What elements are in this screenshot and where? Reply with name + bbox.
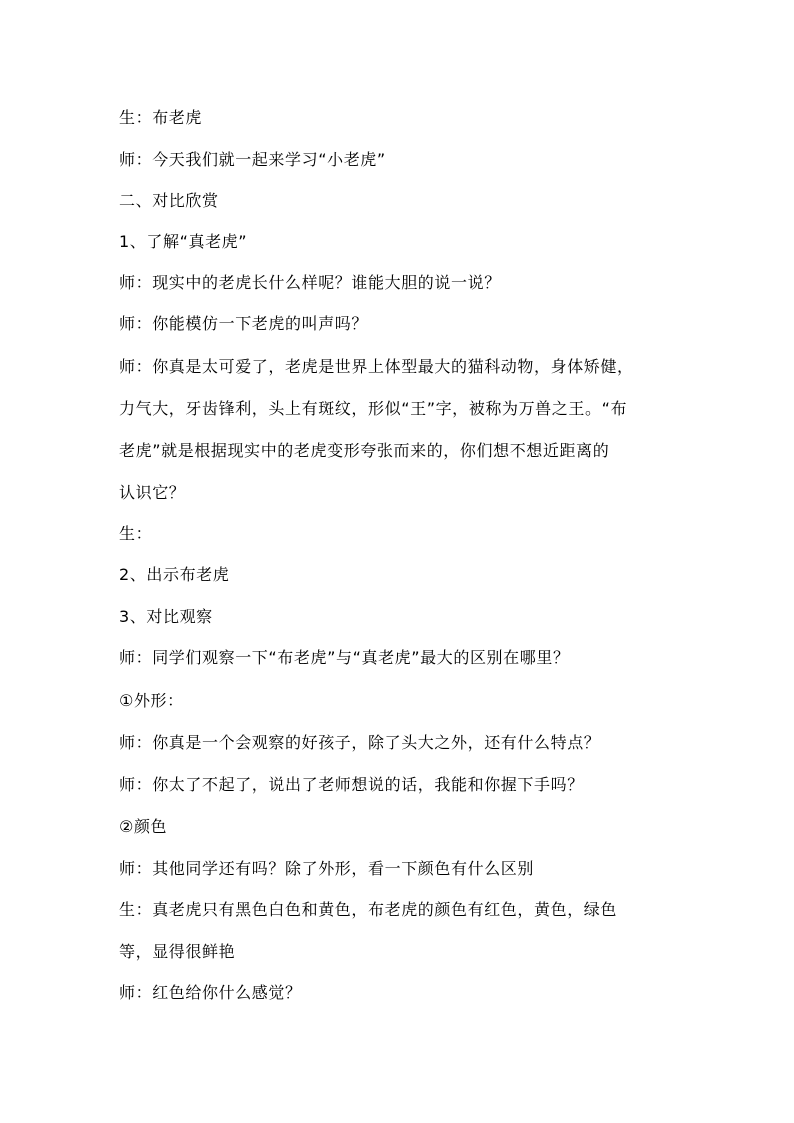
paragraph-line: 老虎”就是根据现实中的老虎变形夸张而来的，你们想不想近距离的 <box>119 441 610 460</box>
paragraph-line: 力气大，牙齿锋利，头上有斑纹，形似“王”字，被称为万兽之王。“布 <box>119 399 628 418</box>
paragraph-line: 认识它？ <box>119 483 186 502</box>
section-heading: 二、对比欣赏 <box>119 191 219 210</box>
text-line: 师：你太了不起了，说出了老师想说的话，我能和你握下手吗？ <box>119 775 584 794</box>
subsection-heading: 2、出示布老虎 <box>119 565 230 584</box>
paragraph-line: 生：真老虎只有黑色白色和黄色，布老虎的颜色有红色，黄色，绿色 <box>119 900 618 919</box>
paragraph-line: 等，显得很鲜艳 <box>119 942 236 961</box>
text-line: 师：同学们观察一下“布老虎”与“真老虎”最大的区别在哪里？ <box>119 648 570 667</box>
text-line: 师：你能模仿一下老虎的叫声吗？ <box>119 314 369 333</box>
subsection-heading: 3、对比观察 <box>119 607 213 626</box>
text-line: 师：你真是一个会观察的好孩子，除了头大之外，还有什么特点？ <box>119 733 601 752</box>
text-line: 生：布老虎 <box>119 108 203 127</box>
text-line: 师：现实中的老虎长什么样呢？谁能大胆的说一说？ <box>119 273 501 292</box>
list-heading: ①外形： <box>119 691 184 710</box>
text-line: 生： <box>119 524 153 543</box>
text-line: 师：今天我们就一起来学习“小老虎” <box>119 150 386 169</box>
text-line: 师：红色给你什么感觉？ <box>119 983 302 1002</box>
subsection-heading: 1、了解“真老虎” <box>119 232 248 251</box>
paragraph-line: 师：你真是太可爱了，老虎是世界上体型最大的猫科动物，身体矫健， <box>119 357 634 376</box>
text-line: 师：其他同学还有吗？除了外形，看一下颜色有什么区别 <box>119 859 535 878</box>
list-heading: ②颜色 <box>119 817 168 836</box>
